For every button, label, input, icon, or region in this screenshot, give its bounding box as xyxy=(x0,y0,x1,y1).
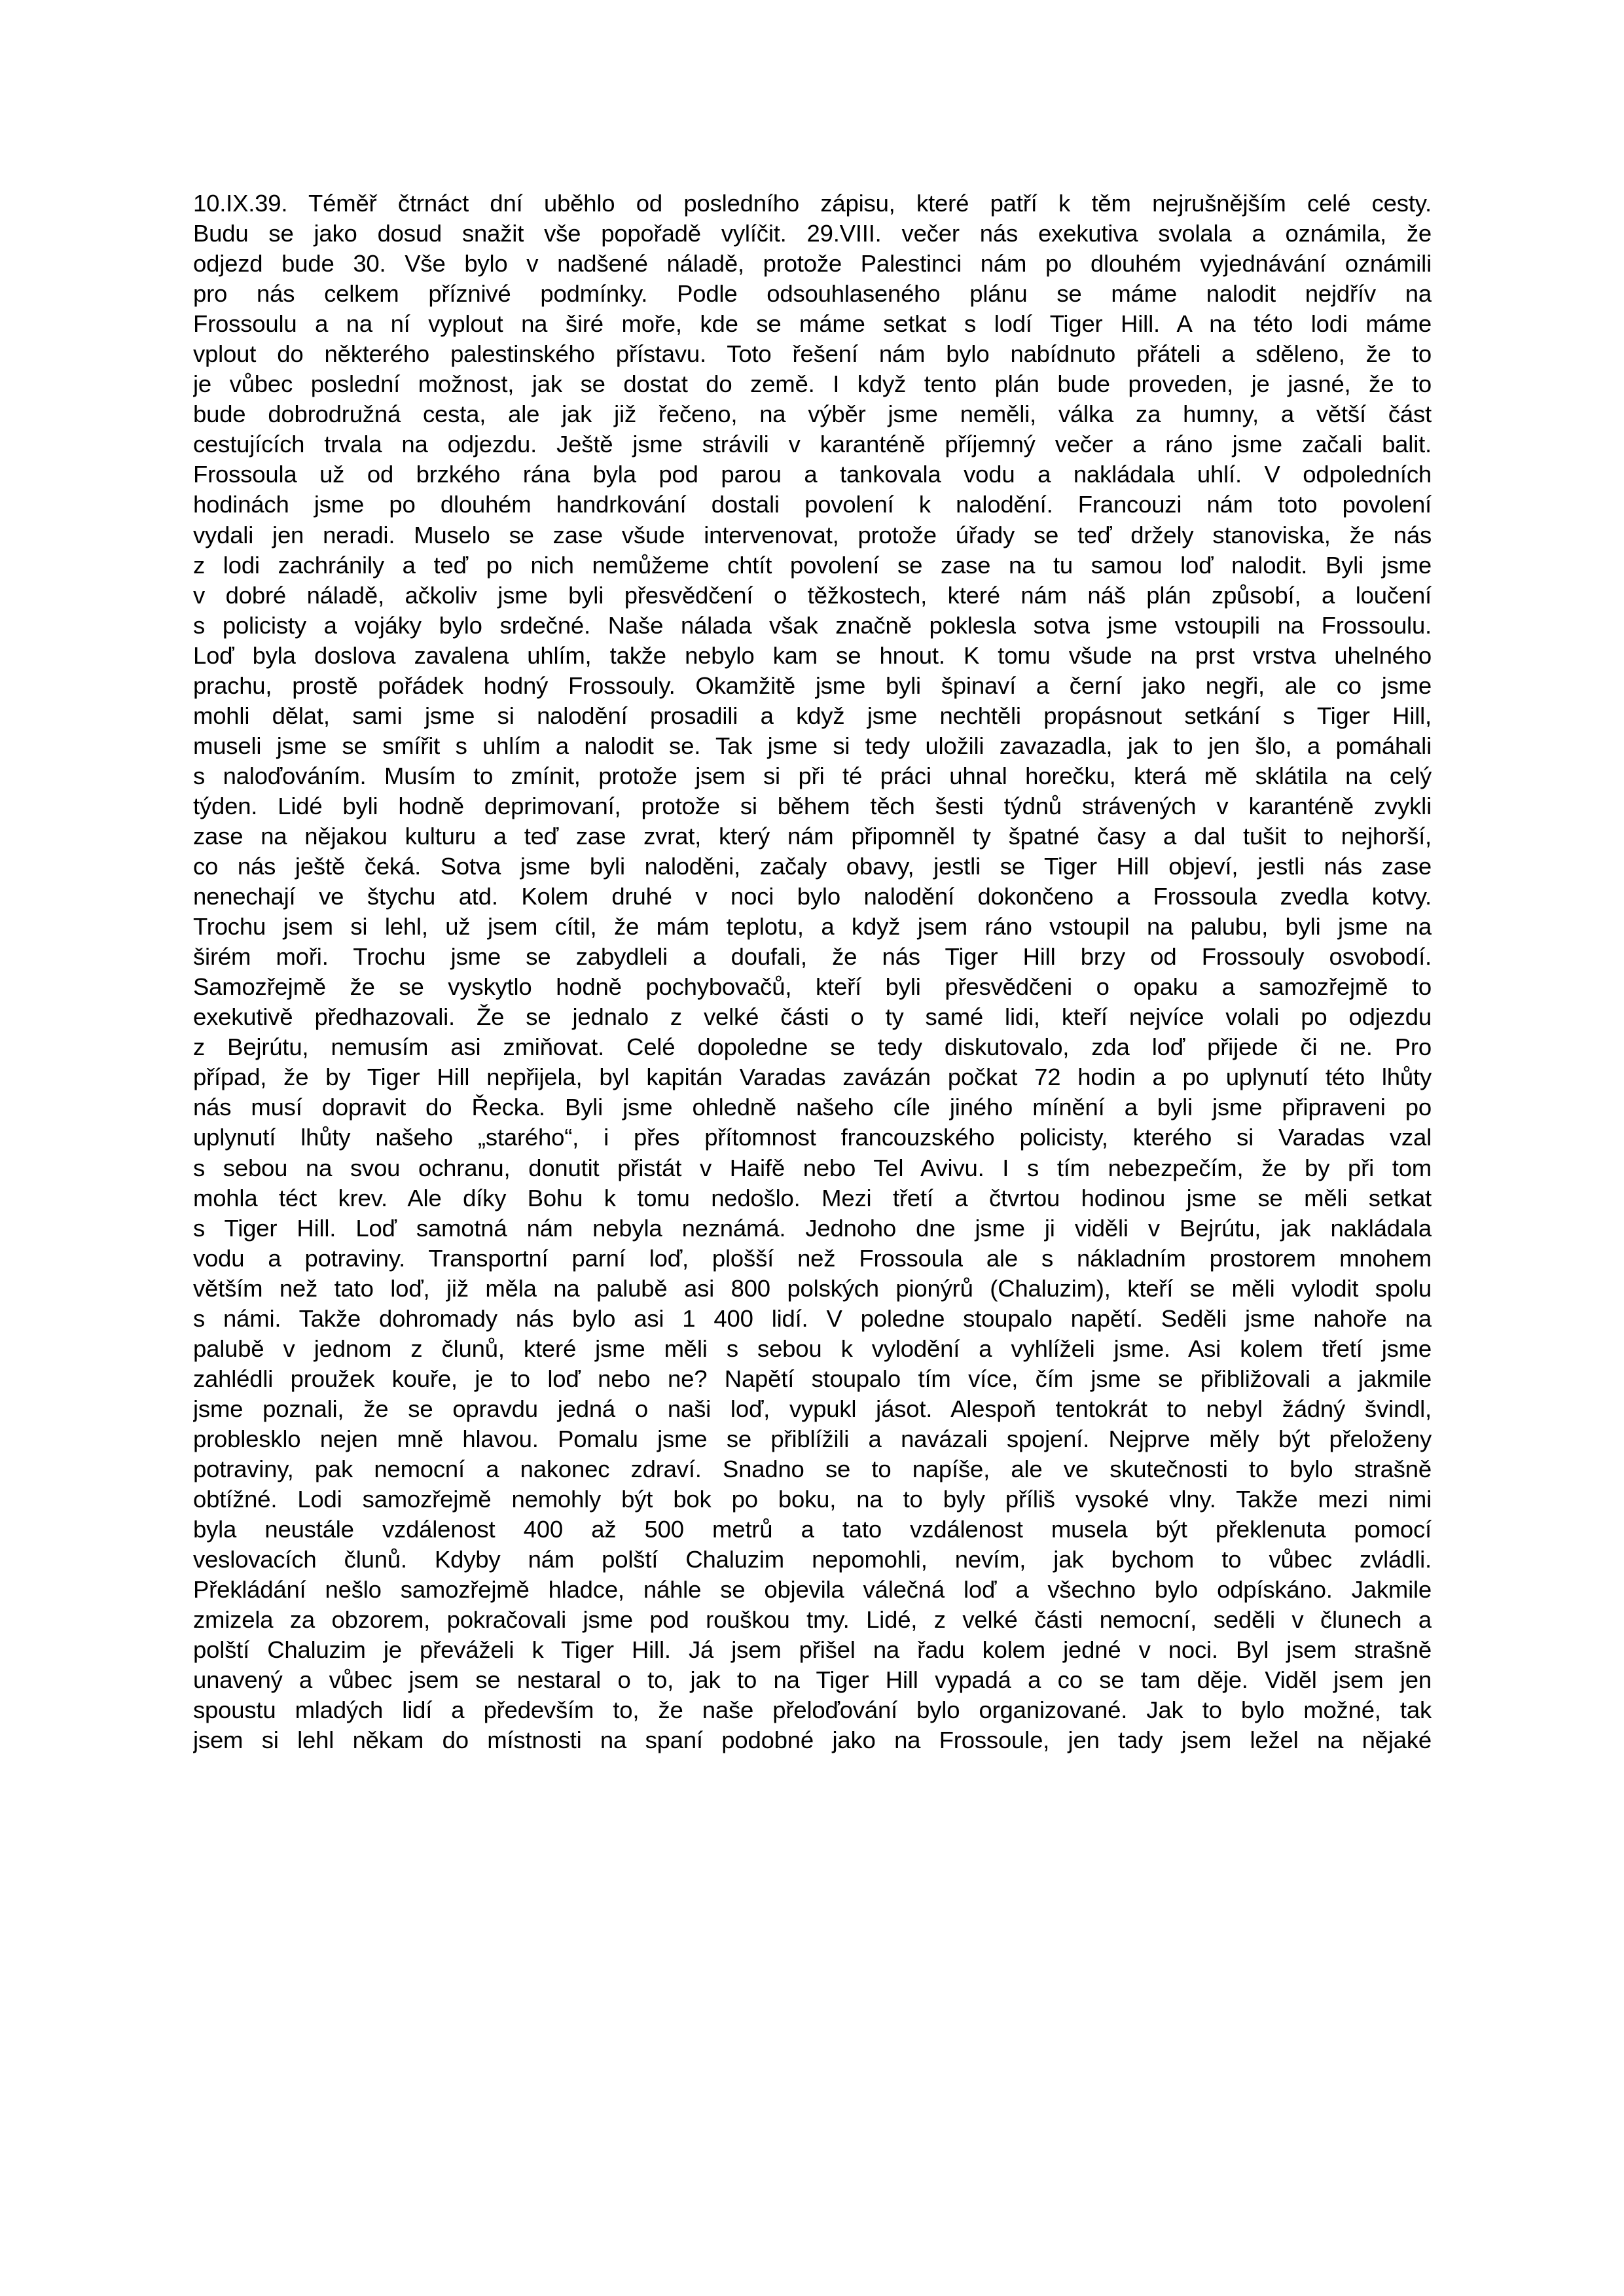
text-line: s policisty a vojáky bylo srdečné. Naše nálada však značně poklesla sotva jsme vstoupili na Frossoulu. xyxy=(193,611,1432,639)
text-line: veslovacích člunů. Kdyby nám polští Chaluzim nepomohli, nevím, jak bychom to vůbec zvládli. xyxy=(193,1546,1432,1573)
text-line: pro nás celkem příznivé podmínky. Podle odsouhlaseného plánu se máme nalodit nejdřív na xyxy=(193,280,1432,308)
text-line: mohla téct krev. Ale díky Bohu k tomu nedošlo. Mezi třetí a čtvrtou hodinou jsme se měli setkat xyxy=(193,1184,1432,1211)
text-line: bude dobrodružná cesta, ale jak již řečeno, na výběr jsme neměli, válka za humny, a větší část xyxy=(193,401,1432,428)
text-line: Překládání nešlo samozřejmě hladce, náhle se objevila válečná loď a všechno bylo odpískáno. Jakmile xyxy=(193,1576,1432,1604)
text-line: obtížné. Lodi samozřejmě nemohly být bok po boku, na to byly příliš vysoké vlny. Takže mezi nimi xyxy=(193,1486,1432,1513)
text-line: byla neustále vzdálenost 400 až 500 metrů a tato vzdálenost musela být překlenuta pomocí xyxy=(193,1516,1432,1543)
text-line: s námi. Takže dohromady nás bylo asi 1 400 lidí. V poledne stoupalo napětí. Seděli jsme nahoře na xyxy=(193,1304,1432,1332)
text-line: Samozřejmě že se vyskytlo hodně pochybovačů, kteří byli přesvědčeni o opaku a samozřejmě to xyxy=(193,973,1432,1001)
text-line: zmizela za obzorem, pokračovali jsme pod rouškou tmy. Lidé, z velké části nemocní, seděli v člunech a xyxy=(193,1606,1432,1634)
text-line: co nás ještě čeká. Sotva jsme byli naloděni, začaly obavy, jestli se Tiger Hill objeví, jestli nás zase xyxy=(193,853,1432,880)
text-line: hodinách jsme po dlouhém handrkování dostali povolení k nalodění. Francouzi nám toto povolení xyxy=(193,491,1432,518)
text-line: Trochu jsem si lehl, už jsem cítil, že mám teplotu, a když jsem ráno vstoupil na palubu, byli jsme na xyxy=(193,913,1432,941)
text-line: širém moři. Trochu jsme se zabydleli a doufali, že nás Tiger Hill brzy od Frossouly osvobodí. xyxy=(193,943,1432,971)
text-line: cestujících trvala na odjezdu. Ještě jsme strávili v karanténě příjemný večer a ráno jsme začali balit. xyxy=(193,431,1432,458)
text-line: vydali jen neradi. Muselo se zase všude intervenovat, protože úřady se teď držely stanoviska, že nás xyxy=(193,521,1432,548)
text-line: exekutivě předhazovali. Že se jednalo z velké části o ty samé lidi, kteří nejvíce volali po odjezdu xyxy=(193,1003,1432,1031)
text-line: nás musí dopravit do Řecka. Byli jsme ohledně našeho cíle jiného mínění a byli jsme připraveni po xyxy=(193,1094,1432,1121)
document-page xyxy=(193,188,1432,1755)
text-line: vodu a potraviny. Transportní parní loď, plošší než Frossoula ale s nákladním prostorem mnohem xyxy=(193,1244,1432,1272)
text-line: s naloďováním. Musím to zmínit, protože jsem si při té práci uhnal horečku, která mě sklátila na celý xyxy=(193,762,1432,789)
text-line: z Bejrútu, nemusím asi zmiňovat. Celé dopoledne se tedy diskutovalo, zda loď přijede či ne. Pro xyxy=(193,1033,1432,1061)
text-line: Loď byla doslova zavalena uhlím, takže nebylo kam se hnout. K tomu všude na prst vrstva uhelného xyxy=(193,641,1432,669)
text-line: mohli dělat, sami jsme si nalodění prosadili a když jsme nechtěli propásnout setkání s Tiger Hill, xyxy=(193,702,1432,729)
text-line: palubě v jednom z člunů, které jsme měli s sebou k vylodění a vyhlíželi jsme. Asi kolem třetí jsme xyxy=(193,1335,1432,1362)
text-line: museli jsme se smířit s uhlím a nalodit se. Tak jsme si tedy uložili zavazadla, jak to jen šlo, a pomáhali xyxy=(193,732,1432,759)
text-line: je vůbec poslední možnost, jak se dostat do země. I když tento plán bude proveden, je jasné, že to xyxy=(193,370,1432,398)
text-line: větším než tato loď, již měla na palubě asi 800 polských pionýrů (Chaluzim), kteří se měli vylodit spolu xyxy=(193,1274,1432,1302)
text-line: s sebou na svou ochranu, donutit přistát v Haifě nebo Tel Avivu. I s tím nebezpečím, že by při tom xyxy=(193,1154,1432,1181)
text-line: případ, že by Tiger Hill nepřijela, byl kapitán Varadas zavázán počkat 72 hodin a po uplynutí této lhůty xyxy=(193,1064,1432,1091)
text-line: vplout do některého palestinského přístavu. Toto řešení nám bylo nabídnuto přáteli a sděleno, že to xyxy=(193,340,1432,368)
text-line: nenechají ve štychu atd. Kolem druhé v noci bylo nalodění dokončeno a Frossoula zvedla kotvy. xyxy=(193,883,1432,910)
text-line: Frossoula už od brzkého rána byla pod parou a tankovala vodu a nakládala uhlí. V odpoledních xyxy=(193,461,1432,488)
text-line: s Tiger Hill. Loď samotná nám nebyla neznámá. Jednoho dne jsme ji viděli v Bejrútu, jak nakládala xyxy=(193,1214,1432,1242)
text-line: polští Chaluzim je převáželi k Tiger Hill. Já jsem přišel na řadu kolem jedné v noci. Byl jsem strašně xyxy=(193,1636,1432,1664)
text-line: problesklo nejen mně hlavou. Pomalu jsme se přiblížili a navázali spojení. Nejprve měly být přeloženy xyxy=(193,1425,1432,1452)
text-line: 10.IX.39. Téměř čtrnáct dní uběhlo od posledního zápisu, které patří k těm nejrušnějším celé cesty. xyxy=(193,190,1432,217)
text-line: zahlédli proužek kouře, je to loď nebo ne? Napětí stoupalo tím více, čím jsme se přibližovali a jakmile xyxy=(193,1365,1432,1392)
text-line: jsem si lehl někam do místnosti na spaní podobné jako na Frossoule, jen tady jsem ležel na nějaké xyxy=(193,1727,1432,1754)
text-line: Budu se jako dosud snažit vše popořadě vylíčit. 29.VIII. večer nás exekutiva svolala a oznámila, že xyxy=(193,220,1432,247)
text-line: spoustu mladých lidí a především to, že naše přeloďování bylo organizované. Jak to bylo možné, tak xyxy=(193,1696,1432,1724)
text-line: Frossoulu a na ní vyplout na širé moře, kde se máme setkat s lodí Tiger Hill. A na této lodi máme xyxy=(193,310,1432,338)
text-line: zase na nějakou kulturu a teď zase zvrat, který nám připomněl ty špatné časy a dal tušit to nejhorší, xyxy=(193,822,1432,850)
text-line: z lodi zachránily a teď po nich nemůžeme chtít povolení se zase na tu samou loď nalodit. Byli jsme xyxy=(193,551,1432,579)
text-line: uplynutí lhůty našeho „starého“, i přes přítomnost francouzského policisty, kterého si Varadas vzal xyxy=(193,1124,1432,1151)
text-line: potraviny, pak nemocní a nakonec zdraví. Snadno se to napíše, ale ve skutečnosti to bylo strašně xyxy=(193,1455,1432,1482)
text-line: prachu, prostě pořádek hodný Frossouly. Okamžitě jsme byli špinaví a černí jako negři, ale co jsme xyxy=(193,672,1432,699)
text-line: unavený a vůbec jsem se nestaral o to, jak to na Tiger Hill vypadá a co se tam děje. Viděl jsem jen xyxy=(193,1666,1432,1694)
text-line: odjezd bude 30. Vše bylo v nadšené náladě, protože Palestinci nám po dlouhém vyjednávání oznámili xyxy=(193,250,1432,278)
text-line: týden. Lidé byli hodně deprimovaní, protože si během těch šesti týdnů strávených v karanténě zvykli xyxy=(193,792,1432,819)
text-line: jsme poznali, že se opravdu jedná o naši loď, vypukl jásot. Alespoň tentokrát to nebyl žádný švindl, xyxy=(193,1395,1432,1422)
text-line: v dobré náladě, ačkoliv jsme byli přesvědčení o těžkostech, které nám náš plán způsobí, a loučení xyxy=(193,581,1432,609)
